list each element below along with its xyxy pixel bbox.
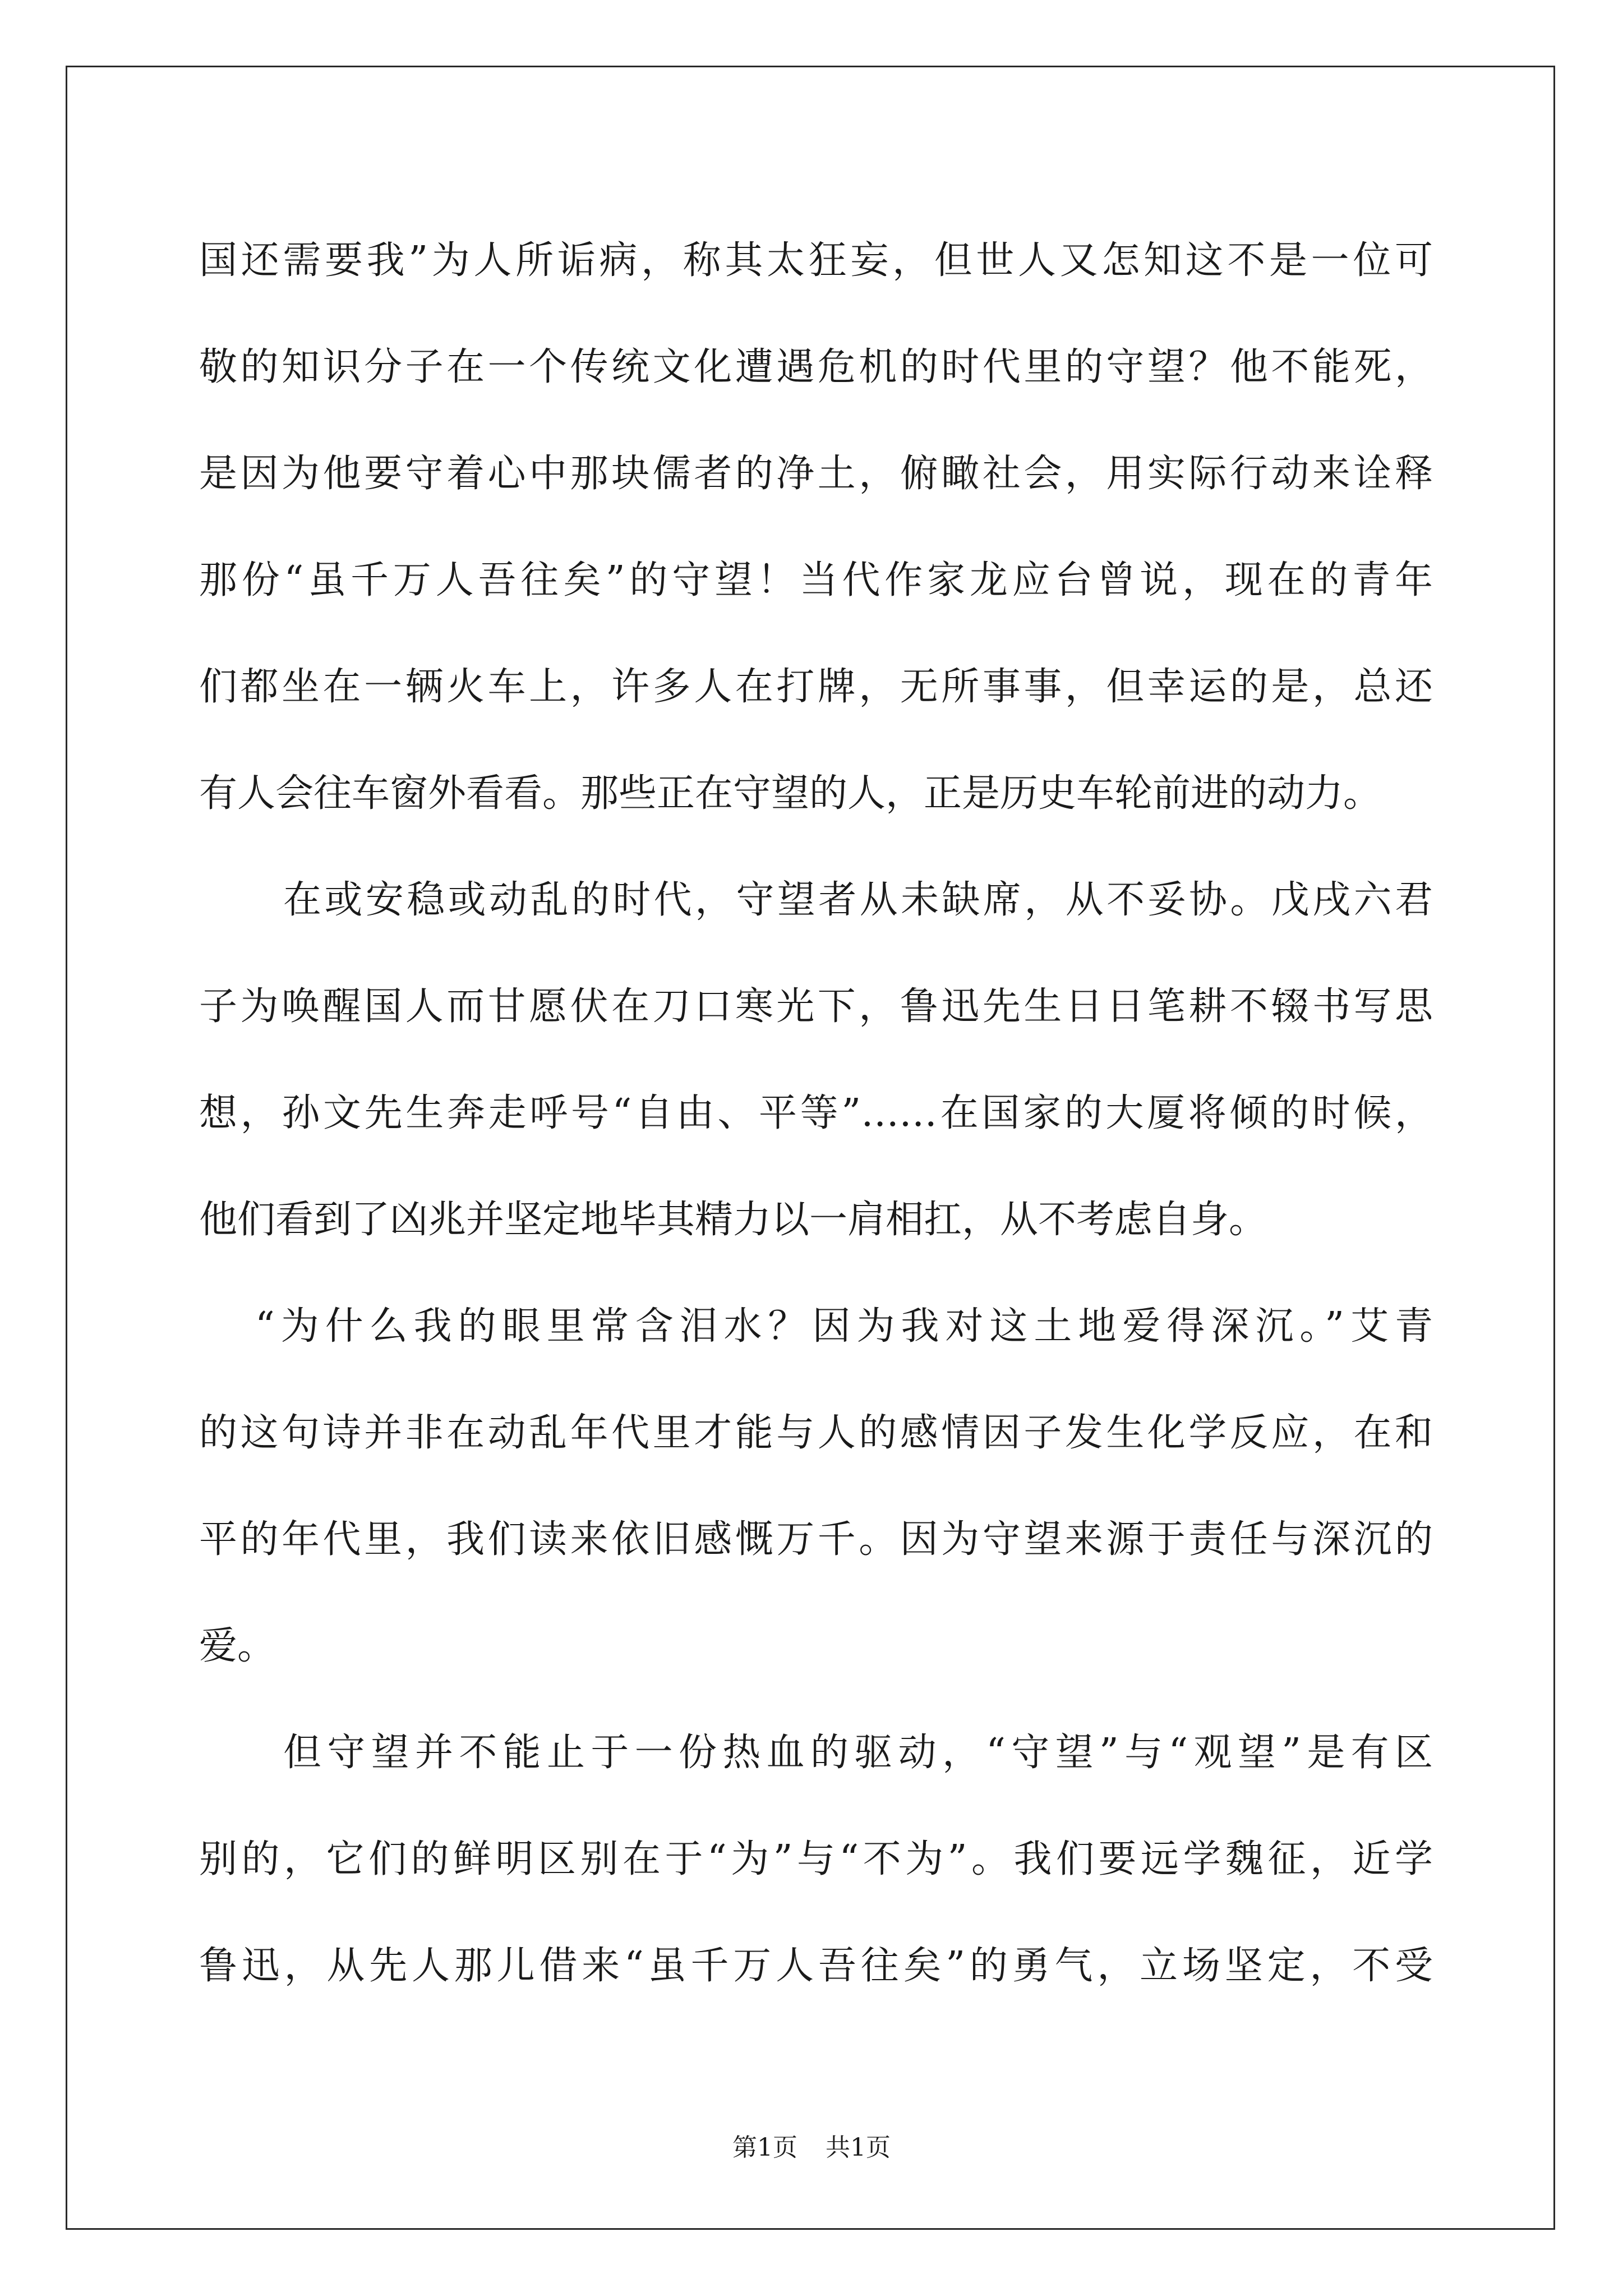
text-line: 在或安稳或动乱的时代，守望者从未缺席，从不妥协。戊戌六君 — [283, 878, 1433, 922]
text-line: 爱。 — [199, 1624, 276, 1668]
text-line: “为什么我的眼里常含泪水？因为我对这土地爱得深沉。”艾青 — [255, 1304, 1433, 1349]
text-line: 鲁迅，从先人那儿借来“虽千万人吾往矣”的勇气，立场坚定，不受 — [199, 1944, 1433, 1988]
page-footer — [0, 2127, 1623, 2163]
text-line: 但守望并不能止于一份热血的驱动，“守望”与“观望”是有区 — [283, 1731, 1433, 1775]
text-line: 敬的知识分子在一个传统文化遭遇危机的时代里的守望？他不能死， — [199, 345, 1433, 389]
text-line: 平的年代里，我们读来依旧感慨万千。因为守望来源于责任与深沉的 — [199, 1517, 1433, 1562]
page-number: 第1页 — [732, 2133, 797, 2162]
text-line: 他们看到了凶兆并坚定地毕其精力以一肩相扛，从不考虑自身。 — [199, 1198, 1267, 1242]
text-line: 国还需要我”为人所诟病，称其太狂妄，但世人又怎知这不是一位可 — [199, 238, 1433, 283]
text-line: 是因为他要守着心中那块儒者的净土，俯瞰社会，用实际行动来诠释 — [199, 452, 1433, 496]
text-line: 子为唤醒国人而甘愿伏在刀口寒光下，鲁迅先生日日笔耕不辍书写思 — [199, 984, 1433, 1029]
text-line: 们都坐在一辆火车上，许多人在打牌，无所事事，但幸运的是，总还 — [199, 665, 1433, 709]
text-line: 那份“虽千万人吾往矣”的守望！当代作家龙应台曾说，现在的青年 — [199, 558, 1433, 602]
page-total: 共1页 — [826, 2133, 891, 2162]
text-line: 有人会往车窗外看看。那些正在守望的人，正是历史车轮前进的动力。 — [199, 771, 1382, 816]
text-line: 的这句诗并非在动乱年代里才能与人的感情因子发生化学反应，在和 — [199, 1411, 1433, 1455]
text-line: 想，孙文先生奔走呼号“自由、平等”……在国家的大厦将倾的时候， — [199, 1091, 1433, 1135]
text-line: 别的，它们的鲜明区别在于“为”与“不为”。我们要远学魏征，近学 — [199, 1837, 1433, 1881]
document-body — [199, 208, 1433, 2019]
